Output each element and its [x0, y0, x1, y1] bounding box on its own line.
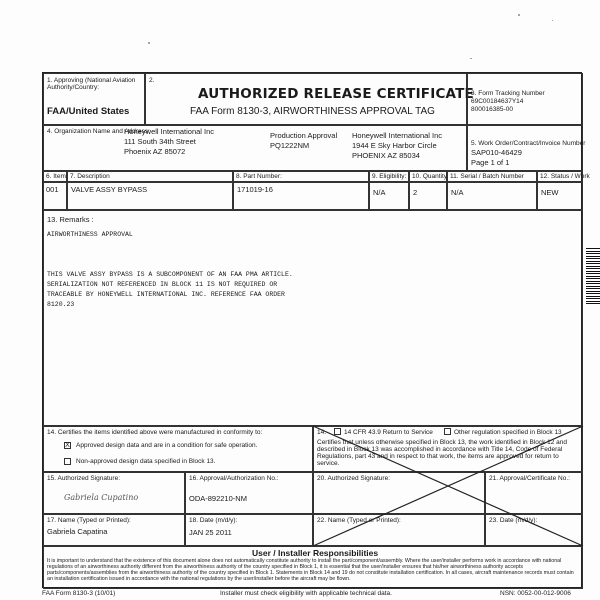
- col-item-header: [43, 171, 67, 182]
- status-cell: [537, 182, 583, 210]
- org-line-2: 111 South 34th Street: [124, 137, 196, 146]
- return-to-service-label: 14 CFR 43.9 Return to Service: [344, 429, 433, 436]
- block-17: [43, 514, 185, 546]
- block-4: [43, 125, 467, 171]
- void-cross-mark: [313, 426, 583, 546]
- form-8130-3: [42, 72, 590, 588]
- remarks-line-1: AIRWORTHINESS APPROVAL: [47, 231, 133, 238]
- tracking-number-2: 800016385-00: [471, 106, 513, 113]
- certificate-subtitle: FAA Form 8130-3, AIRWORTHINESS APPROVAL TAG: [190, 106, 435, 117]
- quantity-header-label: 10. Quantity: [412, 173, 448, 180]
- col-quantity-header: [409, 171, 447, 182]
- block-1-label: 1. Approving (National Aviation Authority/Country:: [47, 77, 136, 91]
- block-4-label: 4. Organization Name and Address:: [47, 128, 150, 135]
- part-cell: [233, 182, 369, 210]
- page-count: Page 1 of 1: [471, 158, 510, 167]
- signer-name: Gabriela Capatina: [47, 527, 108, 536]
- org2-line-2: 1944 E Sky Harbor Circle: [352, 141, 437, 150]
- description-cell: [67, 182, 233, 210]
- item-header-label: 6. Item: [46, 173, 66, 180]
- non-approved-design-checkbox[interactable]: [64, 458, 71, 465]
- block-2: [145, 73, 474, 125]
- block-5-label: 5. Work Order/Contract/Invoice Number: [471, 140, 586, 147]
- remarks-label: 13. Remarks :: [47, 215, 94, 224]
- block-3-label: 3. Form Tracking Number: [471, 90, 545, 97]
- block-1: [43, 73, 145, 125]
- tracking-number-1: 69C00184637Y14: [471, 98, 524, 105]
- remarks-line-5: 8120.23: [47, 301, 75, 308]
- part-header-label: 8. Part Number:: [236, 173, 282, 180]
- item-cell: [43, 182, 67, 210]
- block-17-label: 17. Name (Typed or Printed):: [47, 517, 131, 524]
- remarks-line-2: THIS VALVE ASSY BYPASS IS A SUBCOMPONENT OF AN FAA PMA ARTICLE.: [47, 271, 293, 278]
- item-number: 001: [46, 185, 59, 194]
- remarks-line-4: TRACEABLE BY HONEYWELL INTERNATIONAL INC. REFERENCE FAA ORDER: [47, 291, 285, 298]
- col-serial-header: [447, 171, 537, 182]
- block-20-label: 20. Authorized Signature:: [317, 475, 390, 482]
- block-14-label: 14. Certifies the items identified above were manufactured in conformity to:: [47, 429, 263, 436]
- col-part-header: [233, 171, 369, 182]
- quantity-cell: [409, 182, 447, 210]
- approved-design-label: Approved design data and are in a condition for safe operation.: [76, 442, 258, 449]
- org-line-1: Honeywell International Inc: [124, 127, 215, 136]
- block-15-label: 15. Authorized Signature:: [47, 475, 120, 482]
- installer-note: Installer must check eligibility with applicable technical data.: [220, 590, 392, 597]
- item-description: VALVE ASSY BYPASS: [71, 185, 148, 194]
- block-16: [185, 472, 313, 514]
- eligibility-value: N/A: [373, 188, 386, 197]
- other-regulation-label: Other regulation specified in Block 13: [454, 429, 562, 436]
- certificate-title: AUTHORIZED RELEASE CERTIFICATE: [198, 86, 474, 102]
- block-5: [467, 125, 586, 171]
- status-header-label: 12. Status / Work: [540, 173, 590, 180]
- user-installer-responsibilities: [43, 546, 583, 589]
- block-15: [43, 472, 185, 514]
- scan-speck: [552, 20, 553, 21]
- part-number: 171019-16: [237, 185, 273, 194]
- remarks-line-3: SERIALIZATION NOT REFERENCED IN BLOCK 11 IS NOT REQUIRED OR: [47, 281, 278, 288]
- block-13-remarks: [43, 210, 583, 426]
- production-approval-label: Production Approval: [270, 131, 338, 140]
- quantity-value: 2: [413, 188, 418, 197]
- block-3: [467, 73, 583, 125]
- block-2-label: 2.: [149, 77, 155, 84]
- block-18-label: 18. Date (m/d/y):: [189, 517, 238, 524]
- status-value: NEW: [541, 188, 559, 197]
- authority-country: FAA/United States: [47, 106, 130, 117]
- nsn-number: NSN: 0052-00-012-9006: [500, 590, 571, 597]
- non-approved-design-label: Non-approved design data specified in Block 13.: [76, 458, 216, 465]
- col-status-header: [537, 171, 590, 182]
- form-number: FAA Form 8130-3 (10/01): [42, 590, 116, 597]
- eligibility-cell: [369, 182, 409, 210]
- serial-cell: [447, 182, 537, 210]
- col-description-header: [67, 171, 233, 182]
- org2-line-3: PHOENIX AZ 85034: [352, 151, 420, 160]
- production-approval-value: PQ1222NM: [270, 141, 310, 150]
- block-18: [185, 514, 313, 546]
- responsibilities-body: It is important to understand that the existence of this document alone does not automatically constitute authority to install the part/component/assembly. Where the user/installer performs work in accordance with national regulations of an airworthiness authority different from the airworthiness authority of the country specified in Block 1, it is essential that the user/installer ensures that his/her airworthiness authority accepts parts/components/assemblies from the airworthiness authority of the country specified in Block 1. Statements in Block 14 and 19 do not constitute installation certification. In all cases, aircraft maintenance records must contain an installation certification issued in accordance with the national regulations by the user/installer before the aircraft may be flown.: [47, 558, 574, 582]
- scan-speck: [148, 42, 150, 44]
- block-23-label: 23. Date (m/d/y):: [489, 517, 538, 524]
- block-21-label: 21. Approval/Certificate No.:: [489, 475, 570, 482]
- block-22-label: 22. Name (Typed or Printed):: [317, 517, 401, 524]
- description-header-label: 7. Description: [70, 173, 110, 180]
- responsibilities-heading: User / Installer Responsibilities: [252, 548, 379, 558]
- scan-speck: [518, 14, 520, 16]
- edge-barcode: [586, 248, 600, 306]
- serial-value: N/A: [451, 188, 464, 197]
- org2-line-1: Honeywell International Inc: [352, 131, 443, 140]
- block-19-label: 14.: [317, 429, 327, 436]
- sign-date: JAN 25 2011: [189, 528, 232, 537]
- approval-number: ODA-892210-NM: [189, 494, 247, 503]
- work-order-number: SAP010-46429: [471, 148, 522, 157]
- block-14-left: [43, 426, 313, 472]
- authorized-signature: Gabriela Cupatino: [64, 493, 139, 502]
- serial-header-label: 11. Serial / Batch Number: [450, 173, 524, 180]
- scan-speck: [470, 58, 472, 59]
- return-to-service-text: Certifies that unless otherwise specified in Block 13, the work identified in Block 12 and described in Block 13 was accomplished in accordance with Title 14, Code of Federal Regulations, part 43 and in respect to that work, the items are approved for return to service.: [317, 439, 568, 467]
- org-line-3: Phoenix AZ 85072: [124, 147, 186, 156]
- col-eligibility-header: [369, 171, 409, 182]
- block-16-label: 16. Approval/Authorization No.:: [189, 475, 279, 482]
- eligibility-header-label: 9. Eligibility:: [372, 173, 407, 180]
- approved-design-checkbox[interactable]: X: [65, 442, 70, 449]
